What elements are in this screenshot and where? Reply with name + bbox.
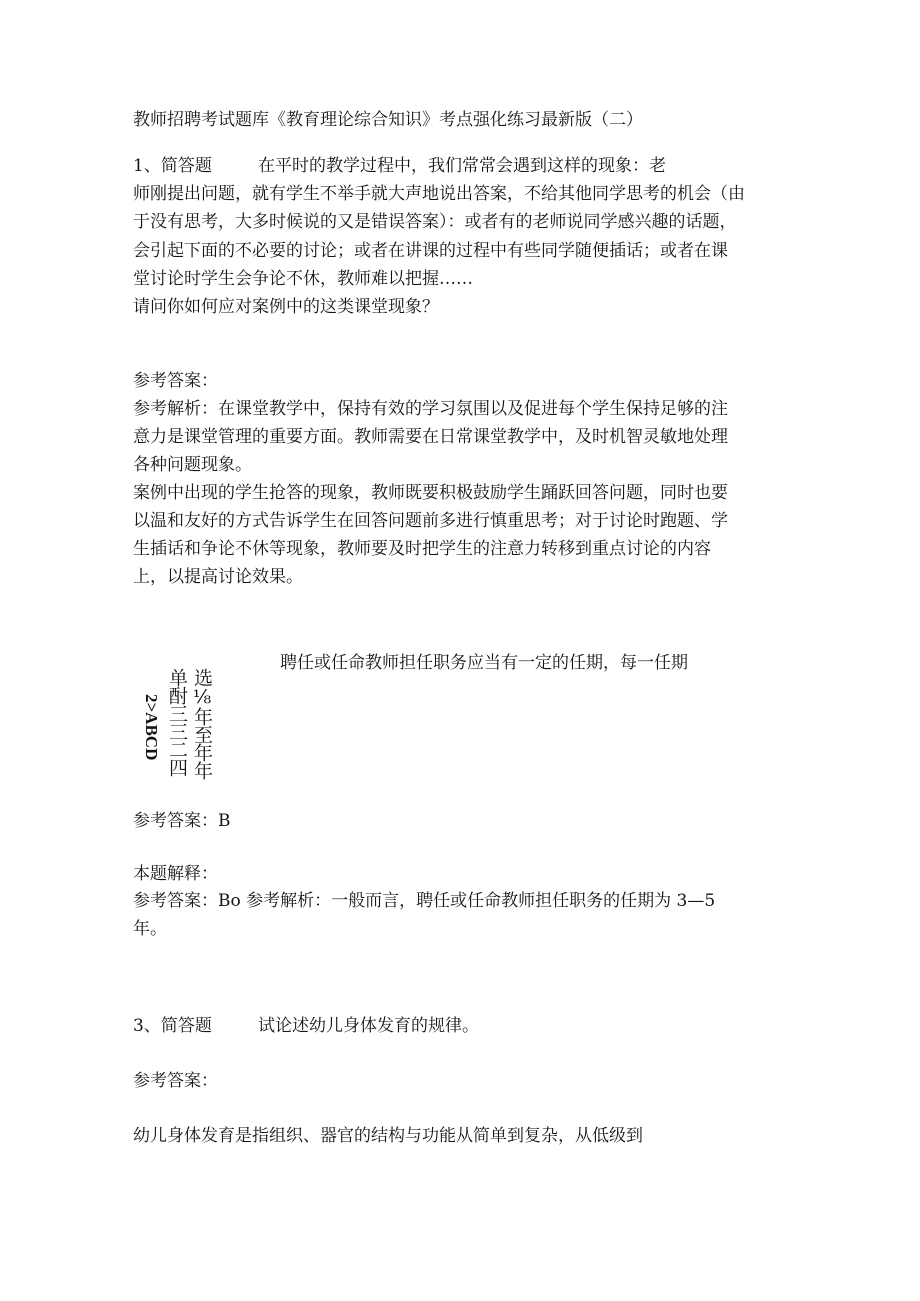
q1-stem-line: 于没有思考，大多时候说的又是错误答案）：或者有的老师说同学感兴趣的话题， xyxy=(133,212,737,232)
document-title: 教师招聘考试题库《教育理论综合知识》考点强化练习最新版（二） xyxy=(133,110,643,130)
q2-explain-line: 参考答案：Bo 参考解析：一般而言，聘任或任命教师担任职务的任期为 3—5 xyxy=(133,891,716,911)
q3-label: 3、简答题 xyxy=(133,1016,212,1036)
q1-label: 1、简答题 xyxy=(133,156,212,176)
q2-rotated-options: 2>ABCD xyxy=(142,694,161,761)
q2-explain-line: 年。 xyxy=(133,919,167,939)
q2-vertical-column: 选⅛年至年年 xyxy=(191,668,213,779)
q1-answer-label: 参考答案： xyxy=(133,371,218,391)
q1-analysis-line: 上，以提高讨论效果。 xyxy=(133,567,303,587)
q1-analysis-line: 以温和友好的方式告诉学生在回答问题前多进行慎重思考；对于讨论时跑题、学 xyxy=(133,511,728,531)
q3-stem: 试论述幼儿身体发育的规律。 xyxy=(258,1016,479,1036)
q1-analysis-line: 生插话和争论不休等现象，教师要及时把学生的注意力转移到重点讨论的内容 xyxy=(133,539,711,559)
q1-analysis-line: 参考解析：在课堂教学中，保持有效的学习氛围以及促进每个学生保持足够的注 xyxy=(133,399,728,419)
q1-stem-line: 在平时的教学过程中，我们常常会遇到这样的现象：老 xyxy=(258,156,666,176)
q2-explain-label: 本题解释： xyxy=(133,864,218,884)
q1-question: 请问你如何应对案例中的这类课堂现象？ xyxy=(133,297,439,317)
q1-stem-line: 会引起下面的不必要的讨论；或者在讲课的过程中有些同学随便插话；或者在课 xyxy=(133,241,728,261)
q3-answer-label: 参考答案： xyxy=(133,1071,218,1091)
q2-vertical-column: 单酎三三二四 xyxy=(166,668,188,776)
q2-stem: 聘任或任命教师担任职务应当有一定的任期，每一任期 xyxy=(280,653,688,673)
q2-answer: 参考答案：B xyxy=(133,811,231,831)
q3-answer-line: 幼儿身体发育是指组织、器官的结构与功能从简单到复杂，从低级到 xyxy=(133,1126,643,1146)
q1-analysis-line: 各种问题现象。 xyxy=(133,455,252,475)
q1-analysis-line: 案例中出现的学生抢答的现象，教师既要积极鼓励学生踊跃回答问题，同时也要 xyxy=(133,483,728,503)
q1-stem-line: 堂讨论时学生会争论不休，教师难以把握…… xyxy=(133,269,473,289)
q1-stem-line: 师刚提出问题，就有学生不举手就大声地说出答案，不给其他同学思考的机会（由 xyxy=(133,184,745,204)
q1-analysis-line: 意力是课堂管理的重要方面。教师需要在日常课堂教学中，及时机智灵敏地处理 xyxy=(133,427,728,447)
